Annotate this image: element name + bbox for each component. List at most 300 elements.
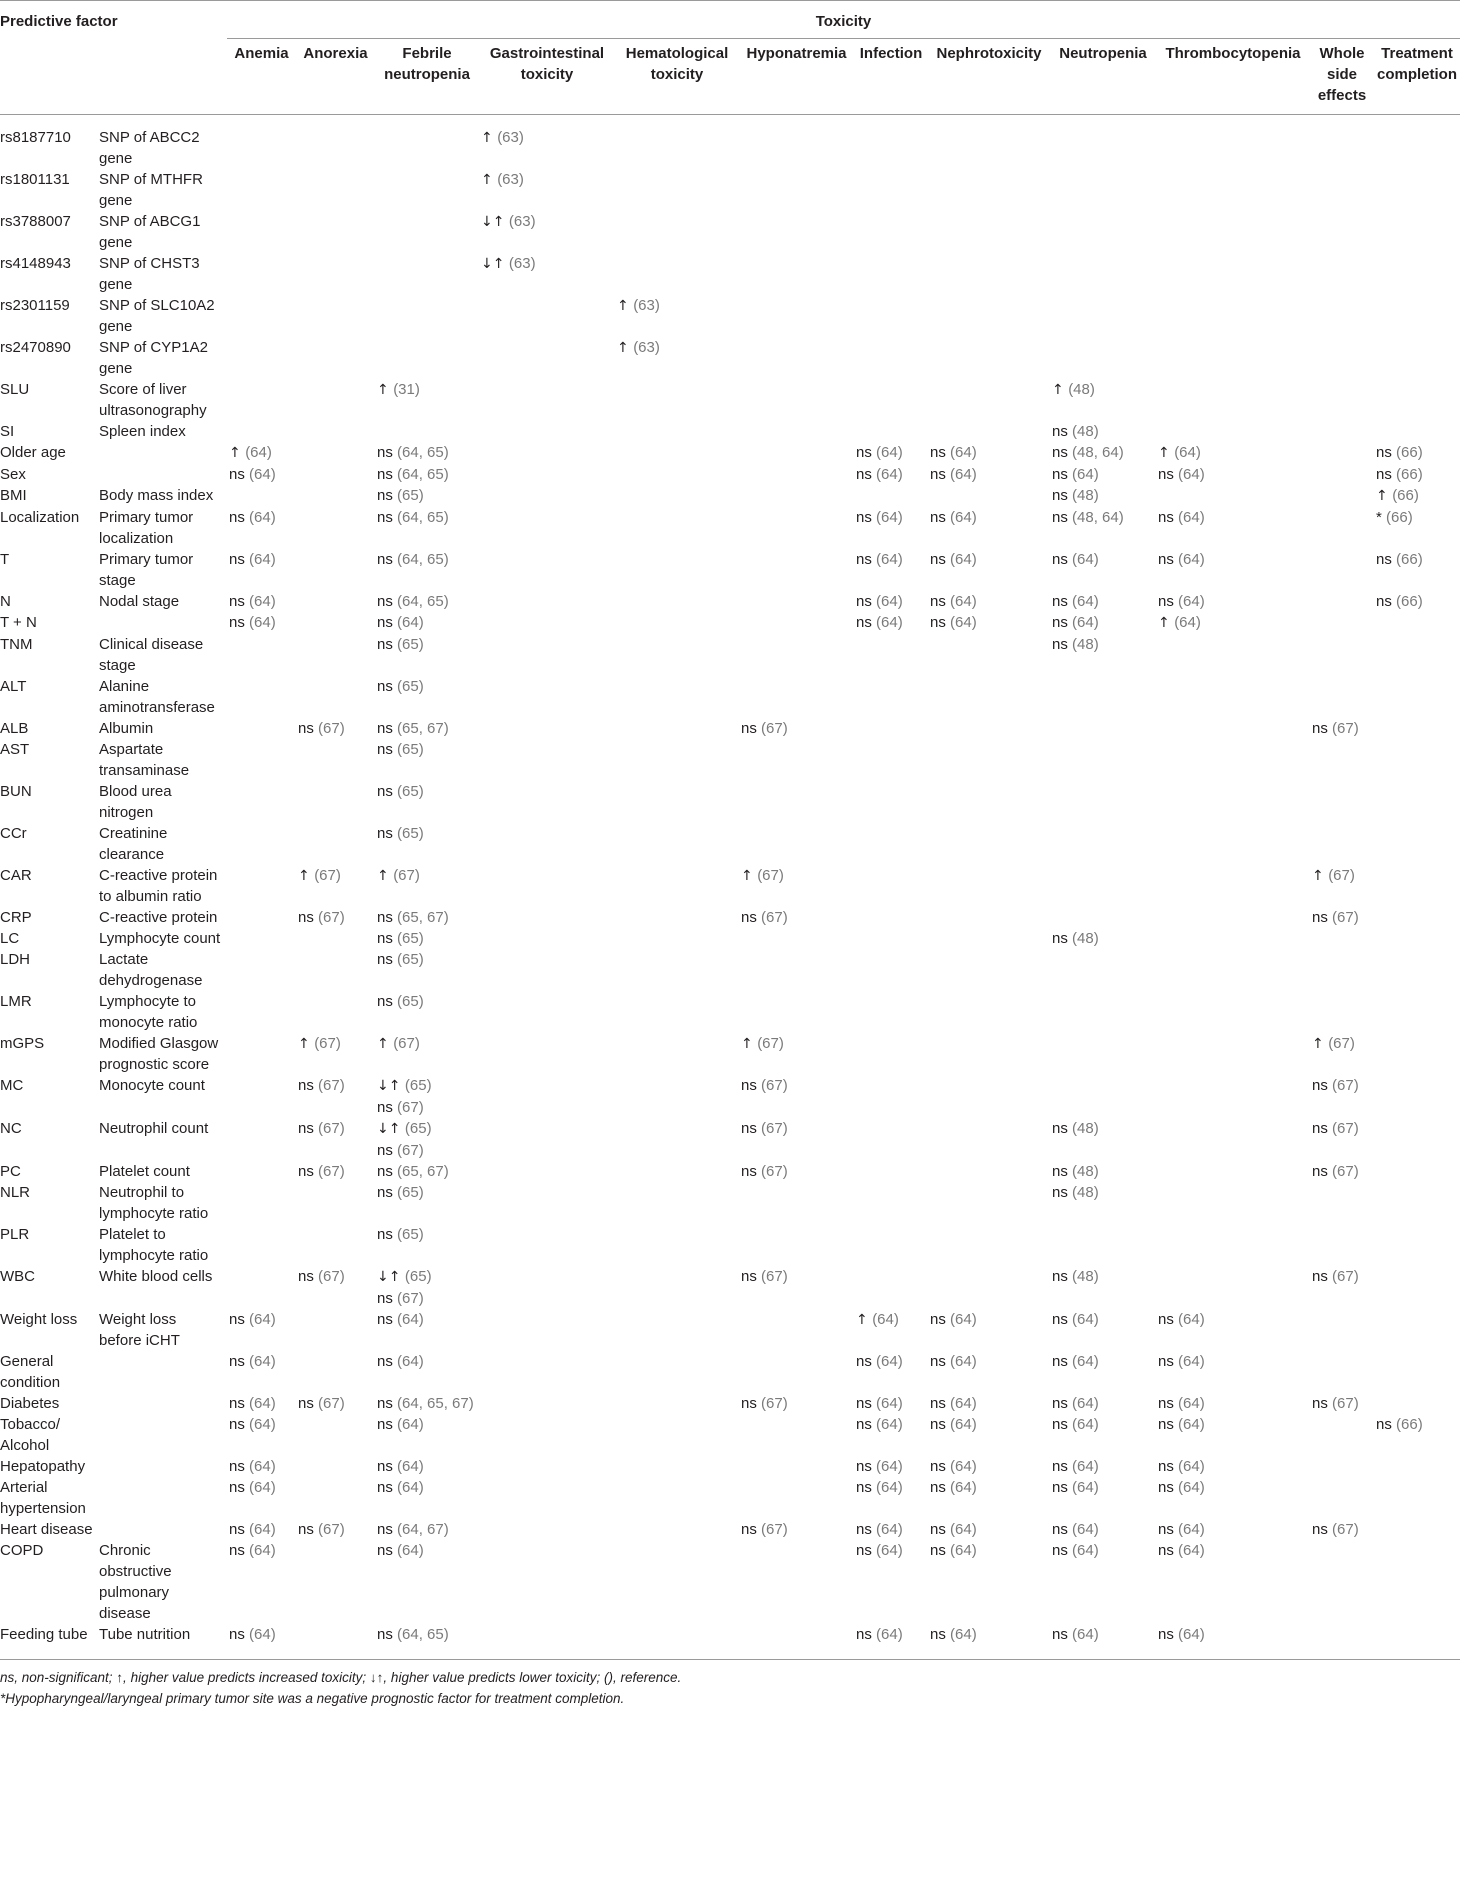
cell-marker: ns — [1052, 1626, 1073, 1643]
cell-anorexia — [296, 1309, 375, 1351]
cell-reference: (67) — [761, 1268, 788, 1285]
cell-marker: ns — [1052, 1395, 1073, 1412]
cell-febrile-neutropenia — [375, 676, 479, 718]
cell-febrile-neutropenia — [375, 1393, 479, 1414]
cell-marker: ns — [1312, 1268, 1333, 1285]
cell-hyponatremia — [739, 1075, 854, 1118]
cell-marker: ns — [856, 593, 877, 610]
cell-hyponatremia — [739, 295, 854, 337]
cell-whole-side-effects — [1310, 1393, 1374, 1414]
cell-anemia — [227, 127, 296, 169]
cell-marker: ↑ — [1312, 1036, 1329, 1052]
cell-treatment-completion — [1374, 1624, 1460, 1645]
cell-hematological-toxicity — [615, 549, 739, 591]
cell-marker: ns — [930, 1395, 951, 1412]
cell-marker: ns — [856, 444, 877, 461]
cell-treatment-completion — [1374, 1456, 1460, 1477]
table-row — [0, 253, 1460, 295]
cell-marker: ns — [229, 1626, 250, 1643]
cell-hematological-toxicity — [615, 169, 739, 211]
cell-gastrointestinal-toxicity — [479, 379, 615, 421]
cell-febrile-neutropenia — [375, 1309, 479, 1351]
cell-reference: (66) — [1396, 466, 1423, 483]
cell-marker: ns — [377, 1226, 398, 1243]
factor-abbreviation: COPD — [0, 1542, 44, 1559]
factor-description: SNP of MTHFR gene — [99, 171, 203, 209]
cell-reference: (64) — [245, 444, 272, 461]
cell-anemia — [227, 1075, 296, 1118]
cell-anorexia — [296, 1075, 375, 1118]
cell-reference: (64) — [249, 1416, 276, 1433]
cell-reference: (65) — [397, 783, 424, 800]
cell-thrombocytopenia — [1156, 718, 1310, 739]
cell-febrile-neutropenia — [375, 379, 479, 421]
cell-hematological-toxicity — [615, 1624, 739, 1645]
cell-reference: (64) — [876, 1353, 903, 1370]
cell-reference: (64) — [1178, 1626, 1205, 1643]
cell-reference: (48) — [1072, 1184, 1099, 1201]
cell-reference: (63) — [497, 129, 524, 146]
cell-anemia — [227, 634, 296, 676]
cell-marker: ns — [298, 720, 319, 737]
cell-reference: (67) — [318, 909, 345, 926]
cell-marker: ns — [377, 1142, 398, 1159]
cell-marker: ns — [1052, 1163, 1073, 1180]
cell-reference: (64) — [876, 593, 903, 610]
cell-marker: ns — [1158, 509, 1179, 526]
cell-gastrointestinal-toxicity — [479, 781, 615, 823]
cell-hematological-toxicity — [615, 1393, 739, 1414]
cell-whole-side-effects — [1310, 295, 1374, 337]
cell-hyponatremia — [739, 1624, 854, 1645]
cell-reference: (64, 65) — [397, 551, 449, 568]
cell-thrombocytopenia — [1156, 865, 1310, 907]
cell-marker: ns — [930, 593, 951, 610]
cell-reference: (65, 67) — [397, 720, 449, 737]
cell-treatment-completion — [1374, 949, 1460, 991]
cell-whole-side-effects — [1310, 253, 1374, 295]
cell-anorexia — [296, 169, 375, 211]
cell-gastrointestinal-toxicity — [479, 823, 615, 865]
cell-marker: ns — [1312, 1163, 1333, 1180]
cell-reference: (48, 64) — [1072, 444, 1124, 461]
cell-gastrointestinal-toxicity — [479, 907, 615, 928]
cell-gastrointestinal-toxicity — [479, 1075, 615, 1118]
cell-marker: ns — [377, 1521, 398, 1538]
cell-treatment-completion — [1374, 1118, 1460, 1161]
cell-infection — [854, 612, 928, 634]
cell-nephrotoxicity — [928, 253, 1050, 295]
factor-description — [99, 1351, 227, 1393]
cell-treatment-completion — [1374, 127, 1460, 169]
cell-neutropenia — [1050, 591, 1156, 612]
cell-anemia — [227, 991, 296, 1033]
cell-reference: (65, 67) — [397, 1163, 449, 1180]
table-row — [0, 507, 1460, 549]
table-row — [0, 591, 1460, 612]
column-header-neutropenia: Neutropenia — [1059, 45, 1147, 62]
cell-reference: (64) — [397, 1542, 424, 1559]
cell-reference: (64) — [876, 1542, 903, 1559]
cell-infection — [854, 781, 928, 823]
table-row — [0, 1075, 1460, 1118]
cell-anorexia — [296, 1161, 375, 1182]
cell-marker: ↓↑ — [377, 1269, 405, 1285]
cell-treatment-completion — [1374, 442, 1460, 464]
cell-reference: (64) — [876, 509, 903, 526]
cell-anemia — [227, 676, 296, 718]
cell-infection — [854, 928, 928, 949]
table-row — [0, 1266, 1460, 1309]
cell-reference: (67) — [1328, 867, 1355, 884]
cell-reference: (64) — [872, 1311, 899, 1328]
cell-marker: ↓↑ — [481, 256, 509, 272]
cell-febrile-neutropenia — [375, 718, 479, 739]
cell-infection — [854, 1224, 928, 1266]
cell-thrombocytopenia — [1156, 928, 1310, 949]
table-row — [0, 781, 1460, 823]
cell-whole-side-effects — [1310, 928, 1374, 949]
cell-hyponatremia — [739, 211, 854, 253]
cell-nephrotoxicity — [928, 718, 1050, 739]
cell-marker: ↑ — [377, 1036, 394, 1052]
cell-febrile-neutropenia — [375, 442, 479, 464]
cell-infection — [854, 1161, 928, 1182]
cell-marker: ns — [856, 1521, 877, 1538]
cell-nephrotoxicity — [928, 442, 1050, 464]
cell-thrombocytopenia — [1156, 1624, 1310, 1645]
table-row — [0, 442, 1460, 464]
factor-description: Platelet count — [99, 1163, 190, 1180]
cell-reference: (64) — [1178, 1416, 1205, 1433]
cell-febrile-neutropenia — [375, 337, 479, 379]
cell-anemia — [227, 718, 296, 739]
cell-gastrointestinal-toxicity — [479, 1624, 615, 1645]
cell-infection — [854, 1309, 928, 1351]
cell-marker: ns — [377, 1416, 398, 1433]
cell-treatment-completion — [1374, 1161, 1460, 1182]
cell-whole-side-effects — [1310, 991, 1374, 1033]
cell-neutropenia — [1050, 127, 1156, 169]
cell-anemia — [227, 823, 296, 865]
cell-hematological-toxicity — [615, 1309, 739, 1351]
cell-gastrointestinal-toxicity — [479, 1540, 615, 1624]
cell-infection — [854, 1182, 928, 1224]
cell-nephrotoxicity — [928, 1075, 1050, 1118]
cell-thrombocytopenia — [1156, 1477, 1310, 1519]
cell-marker: ns — [229, 1458, 250, 1475]
table-row — [0, 676, 1460, 718]
factor-description: Creatinine clearance — [99, 825, 168, 863]
cell-whole-side-effects — [1310, 676, 1374, 718]
cell-gastrointestinal-toxicity — [479, 928, 615, 949]
cell-infection — [854, 1266, 928, 1309]
cell-anemia — [227, 1224, 296, 1266]
cell-neutropenia — [1050, 337, 1156, 379]
cell-hyponatremia — [739, 1477, 854, 1519]
cell-reference: (64) — [876, 1626, 903, 1643]
cell-marker: ns — [1052, 423, 1073, 440]
cell-anemia — [227, 1182, 296, 1224]
cell-reference: (64) — [1178, 1479, 1205, 1496]
cell-reference: (67) — [393, 867, 420, 884]
column-header-febrile-neutropenia: Febrile neutropenia — [384, 45, 470, 83]
cell-thrombocytopenia — [1156, 253, 1310, 295]
cell-reference: (66) — [1396, 444, 1423, 461]
cell-reference: (67) — [761, 1163, 788, 1180]
cell-anorexia — [296, 907, 375, 928]
table-row — [0, 127, 1460, 169]
cell-treatment-completion — [1374, 739, 1460, 781]
factor-description: Neutrophil to lymphocyte ratio — [99, 1184, 209, 1222]
cell-thrombocytopenia — [1156, 739, 1310, 781]
cell-hematological-toxicity — [615, 907, 739, 928]
cell-whole-side-effects — [1310, 1266, 1374, 1309]
column-header-thrombocytopenia: Thrombocytopenia — [1165, 45, 1301, 62]
cell-hyponatremia — [739, 485, 854, 507]
cell-infection — [854, 1075, 928, 1118]
cell-reference: (64) — [950, 1311, 977, 1328]
cell-nephrotoxicity — [928, 1224, 1050, 1266]
factor-description: Neutrophil count — [99, 1120, 209, 1137]
cell-reference: (64, 65) — [397, 1626, 449, 1643]
cell-treatment-completion — [1374, 295, 1460, 337]
cell-reference: (64) — [1072, 1458, 1099, 1475]
cell-reference: (67) — [1332, 1163, 1359, 1180]
cell-treatment-completion — [1374, 1519, 1460, 1540]
factor-abbreviation: LDH — [0, 951, 31, 968]
cell-febrile-neutropenia — [375, 421, 479, 442]
cell-marker: ns — [1052, 1458, 1073, 1475]
cell-reference: (64) — [876, 466, 903, 483]
cell-anorexia — [296, 739, 375, 781]
cell-reference: (64) — [876, 444, 903, 461]
cell-reference: (67) — [1332, 1395, 1359, 1412]
footnote-legend: ns, non-significant; ↑, higher value predicts increased toxicity; ↓↑, higher value predicts lower toxicity; (), reference. — [0, 1670, 682, 1685]
cell-hyponatremia — [739, 591, 854, 612]
table-row — [0, 1519, 1460, 1540]
cell-nephrotoxicity — [928, 421, 1050, 442]
predictive-factor-heading: Predictive factor — [0, 13, 118, 30]
cell-reference: (64) — [876, 551, 903, 568]
factor-description: Primary tumor stage — [99, 551, 194, 589]
cell-anemia — [227, 337, 296, 379]
cell-marker: ns — [930, 509, 951, 526]
cell-reference: (64) — [1178, 1521, 1205, 1538]
cell-reference: (67) — [318, 1268, 345, 1285]
cell-gastrointestinal-toxicity — [479, 612, 615, 634]
cell-febrile-neutropenia — [375, 169, 479, 211]
cell-neutropenia — [1050, 949, 1156, 991]
cell-reference: (66) — [1396, 1416, 1423, 1433]
cell-marker: ns — [930, 1521, 951, 1538]
cell-whole-side-effects — [1310, 1224, 1374, 1266]
cell-whole-side-effects — [1310, 949, 1374, 991]
factor-abbreviation: SLU — [0, 381, 30, 398]
cell-thrombocytopenia — [1156, 1033, 1310, 1075]
cell-marker: ns — [930, 1416, 951, 1433]
cell-reference: (64) — [1174, 444, 1201, 461]
cell-whole-side-effects — [1310, 612, 1374, 634]
cell-reference: (48) — [1072, 1268, 1099, 1285]
cell-marker: ns — [741, 1395, 762, 1412]
cell-reference: (63) — [508, 255, 536, 272]
cell-infection — [854, 549, 928, 591]
factor-abbreviation: MC — [0, 1077, 24, 1094]
factor-description — [99, 1519, 227, 1540]
cell-febrile-neutropenia — [375, 991, 479, 1033]
cell-treatment-completion — [1374, 1033, 1460, 1075]
factor-description: Aspartate transaminase — [99, 741, 190, 779]
cell-treatment-completion — [1374, 1075, 1460, 1118]
cell-reference: (67) — [761, 1120, 788, 1137]
cell-febrile-neutropenia — [375, 591, 479, 612]
cell-reference: (64, 65) — [397, 509, 449, 526]
cell-marker: ns — [930, 551, 951, 568]
cell-nephrotoxicity — [928, 634, 1050, 676]
cell-whole-side-effects — [1310, 1519, 1374, 1540]
table-row — [0, 485, 1460, 507]
cell-neutropenia — [1050, 421, 1156, 442]
cell-marker: ns — [1052, 1479, 1073, 1496]
cell-marker: ns — [1052, 1184, 1073, 1201]
cell-thrombocytopenia — [1156, 991, 1310, 1033]
factor-description — [99, 1414, 227, 1456]
cell-reference: (64) — [397, 1479, 424, 1496]
cell-marker: ns — [1376, 444, 1397, 461]
factor-description: Clinical disease stage — [99, 636, 204, 674]
cell-marker: ns — [1052, 444, 1073, 461]
cell-treatment-completion — [1374, 421, 1460, 442]
cell-whole-side-effects — [1310, 1309, 1374, 1351]
factor-description — [99, 1477, 227, 1519]
cell-thrombocytopenia — [1156, 907, 1310, 928]
cell-febrile-neutropenia — [375, 928, 479, 949]
cell-marker: ns — [377, 930, 398, 947]
cell-reference: (64) — [1072, 551, 1099, 568]
factor-description: Chronic obstructive pulmonary disease — [99, 1542, 172, 1622]
cell-hyponatremia — [739, 634, 854, 676]
cell-anorexia — [296, 612, 375, 634]
cell-anorexia — [296, 1182, 375, 1224]
cell-marker: ns — [1158, 1311, 1179, 1328]
cell-thrombocytopenia — [1156, 1309, 1310, 1351]
cell-marker: ns — [1158, 1395, 1179, 1412]
factor-description: Lactate dehydrogenase — [99, 951, 203, 989]
cell-hematological-toxicity — [615, 991, 739, 1033]
cell-treatment-completion — [1374, 485, 1460, 507]
cell-febrile-neutropenia — [375, 1161, 479, 1182]
cell-hematological-toxicity — [615, 379, 739, 421]
cell-hyponatremia — [739, 781, 854, 823]
table-header — [0, 1, 1460, 128]
table-row — [0, 1540, 1460, 1624]
cell-hyponatremia — [739, 337, 854, 379]
cell-marker: ns — [377, 509, 398, 526]
cell-anorexia — [296, 464, 375, 485]
cell-anemia — [227, 781, 296, 823]
cell-whole-side-effects — [1310, 1540, 1374, 1624]
cell-treatment-completion — [1374, 781, 1460, 823]
cell-reference: (48) — [1068, 381, 1095, 398]
cell-marker: ns — [1312, 1521, 1333, 1538]
cell-thrombocytopenia — [1156, 1182, 1310, 1224]
cell-gastrointestinal-toxicity — [479, 1477, 615, 1519]
cell-anemia — [227, 1351, 296, 1393]
factor-abbreviation: CAR — [0, 867, 32, 884]
table-row — [0, 928, 1460, 949]
cell-hyponatremia — [739, 1393, 854, 1414]
cell-treatment-completion — [1374, 464, 1460, 485]
cell-anemia — [227, 739, 296, 781]
cell-reference: (64) — [1178, 1311, 1205, 1328]
cell-anorexia — [296, 295, 375, 337]
cell-treatment-completion — [1374, 991, 1460, 1033]
factor-abbreviation: rs2470890 — [0, 339, 71, 356]
cell-whole-side-effects — [1310, 421, 1374, 442]
cell-neutropenia — [1050, 1161, 1156, 1182]
cell-neutropenia — [1050, 781, 1156, 823]
cell-nephrotoxicity — [928, 907, 1050, 928]
cell-marker: ns — [377, 678, 398, 695]
cell-reference: (67) — [318, 1120, 345, 1137]
cell-hyponatremia — [739, 1351, 854, 1393]
cell-reference: (64) — [1072, 1311, 1099, 1328]
cell-marker: ↑ — [617, 298, 634, 314]
cell-whole-side-effects — [1310, 1414, 1374, 1456]
cell-reference: (64) — [1178, 1395, 1205, 1412]
cell-anemia — [227, 907, 296, 928]
cell-whole-side-effects — [1310, 337, 1374, 379]
cell-nephrotoxicity — [928, 1118, 1050, 1161]
cell-treatment-completion — [1374, 865, 1460, 907]
cell-infection — [854, 127, 928, 169]
cell-reference: (64) — [1072, 1479, 1099, 1496]
cell-neutropenia — [1050, 211, 1156, 253]
cell-hematological-toxicity — [615, 865, 739, 907]
cell-marker: ns — [1052, 1542, 1073, 1559]
cell-febrile-neutropenia — [375, 127, 479, 169]
cell-marker: ↑ — [1376, 488, 1393, 504]
cell-treatment-completion — [1374, 507, 1460, 549]
cell-marker: ns — [856, 551, 877, 568]
cell-neutropenia — [1050, 823, 1156, 865]
cell-anemia — [227, 1414, 296, 1456]
cell-hematological-toxicity — [615, 337, 739, 379]
cell-marker: ns — [1052, 466, 1073, 483]
cell-reference: (64, 65, 67) — [397, 1395, 474, 1412]
cell-anorexia — [296, 823, 375, 865]
cell-reference: (63) — [497, 171, 524, 188]
cell-hyponatremia — [739, 823, 854, 865]
cell-marker: ns — [377, 551, 398, 568]
table-row — [0, 907, 1460, 928]
cell-anorexia — [296, 1266, 375, 1309]
cell-reference: (64, 65) — [397, 444, 449, 461]
factor-description — [99, 1456, 227, 1477]
cell-reference: (64) — [249, 1626, 276, 1643]
cell-reference: (65) — [404, 1077, 432, 1094]
cell-hyponatremia — [739, 169, 854, 211]
cell-reference: (64) — [249, 551, 276, 568]
cell-thrombocytopenia — [1156, 1351, 1310, 1393]
cell-marker: ns — [1052, 1120, 1073, 1137]
cell-infection — [854, 464, 928, 485]
cell-treatment-completion — [1374, 379, 1460, 421]
cell-reference: (64) — [397, 1353, 424, 1370]
cell-infection — [854, 1624, 928, 1645]
cell-anemia — [227, 928, 296, 949]
